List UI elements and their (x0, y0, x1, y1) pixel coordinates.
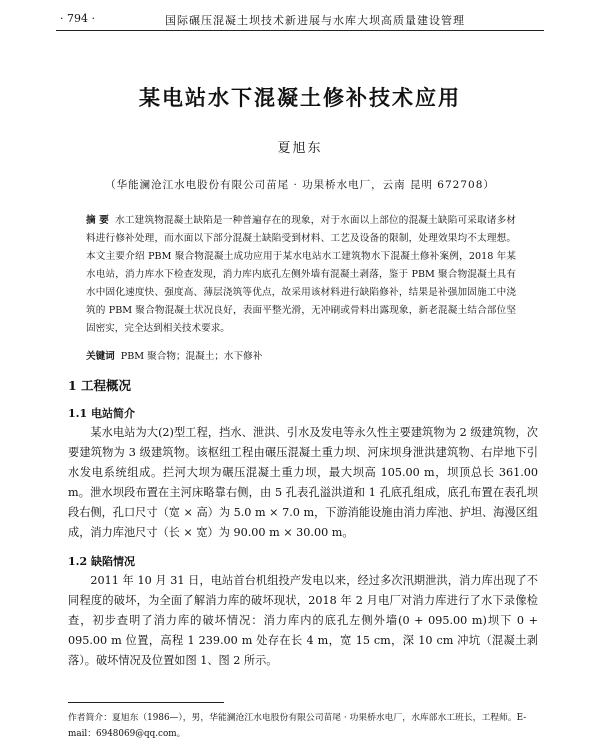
author-footnote: 作者简介：夏旭东（1986—），男，华能澜沧江水电股份有限公司苗尾 · 功果桥水电厂，水库部水工班长，工程师。E-mail：6948069@qq.com。 (68, 713, 527, 739)
section-1-2-body: 2011 年 10 月 31 日，电站首台机组投产发电以来，经过多次汛期泄洪，消力库出现了不同程度的破坏，为全面了解消力库的破坏现状，2018 年 2 月电厂对消力库进行了水下录像检查，初步查明了消力库的破坏情况：消力库内的底孔左侧外墙(0 + 095.00 m)坝下 0 + 095.00 m 位置，高程 1 239.00 m 处存在长 4 m，宽 15 cm，深 10 cm 冲坑（混凝土剥落）。破坏情况及位置如图 1、图 2 所示。 (68, 574, 538, 667)
article-author: 夏旭东 (277, 141, 323, 156)
author-affiliation: （华能澜沧江水电股份有限公司苗尾 · 功果桥水电厂，云南 昆明 672708） (105, 179, 495, 191)
abstract (86, 212, 516, 338)
abstract-text: 水工建筑物混凝土缺陷是一种普遍存在的现象，对于水面以上部位的混凝土缺陷可采取诸多材料进行修补处理，而水面以下部分混凝土缺陷受到材料、工艺及设备的限制，处理效果均不太理想。本文主要介绍 PBM 聚合物混凝土成功应用于某水电站水工建筑物水下混凝土修补案例，2018 年某水电站，消力库水下检查发现，消力库内底孔左侧外墙有混凝土剥落，鉴于 PBM 聚合物混凝土具有水中固化速度快、强度高、薄层浇筑等优点，故采用该材料进行缺陷修补，结果是补强加固施工中浇筑的 PBM 聚合物混凝土状况良好，表面平整光滑，无冲刷或骨料出露现象，新老混凝土结合部位坚固密实，完全达到相关技术要求。 (86, 215, 517, 334)
section-heading-1-1: 1.1 电站简介 (68, 407, 135, 420)
keywords-label: 关键词 (86, 351, 115, 362)
page-number: · 794 · (60, 12, 95, 25)
footnote-rule (68, 702, 224, 703)
section-heading-1: 1 工程概况 (68, 378, 132, 393)
section-heading-1-2: 1.2 缺陷情况 (68, 555, 135, 568)
section-1-1-body: 某水电站为大(2)型工程，挡水、泄洪、引水及发电等永久性主要建筑物为 2 级建筑物，次要建筑物为 3 级建筑物。该枢纽工程由碾压混凝土重力坝、河床坝身泄洪建筑物、右岸地下引水发电系统组成。拦河大坝为碾压混凝土重力坝，最大坝高 105.00 m，坝顶总长 361.00 m。泄水坝段布置在主河床略靠右侧，由 5 孔表孔溢洪道和 1 孔底孔组成，底孔布置在表孔坝段右侧，孔口尺寸（宽 × 高）为 5.0 m × 7.0 m，下游消能设施由消力库池、护坦、海漫区组成，消力库池尺寸（长 × 宽）为 90.00 m × 30.00 m。 (68, 426, 538, 539)
header-rule (56, 30, 544, 31)
running-title: 国际碾压混凝土坝技术新进展与水库大坝高质量建设管理 (165, 14, 465, 27)
keywords-text: PBM 聚合物；混凝土；水下修补 (120, 351, 263, 362)
article-title: 某电站水下混凝土修补技术应用 (139, 86, 461, 110)
keywords (86, 348, 516, 362)
abstract-label: 摘 要 (86, 215, 110, 226)
